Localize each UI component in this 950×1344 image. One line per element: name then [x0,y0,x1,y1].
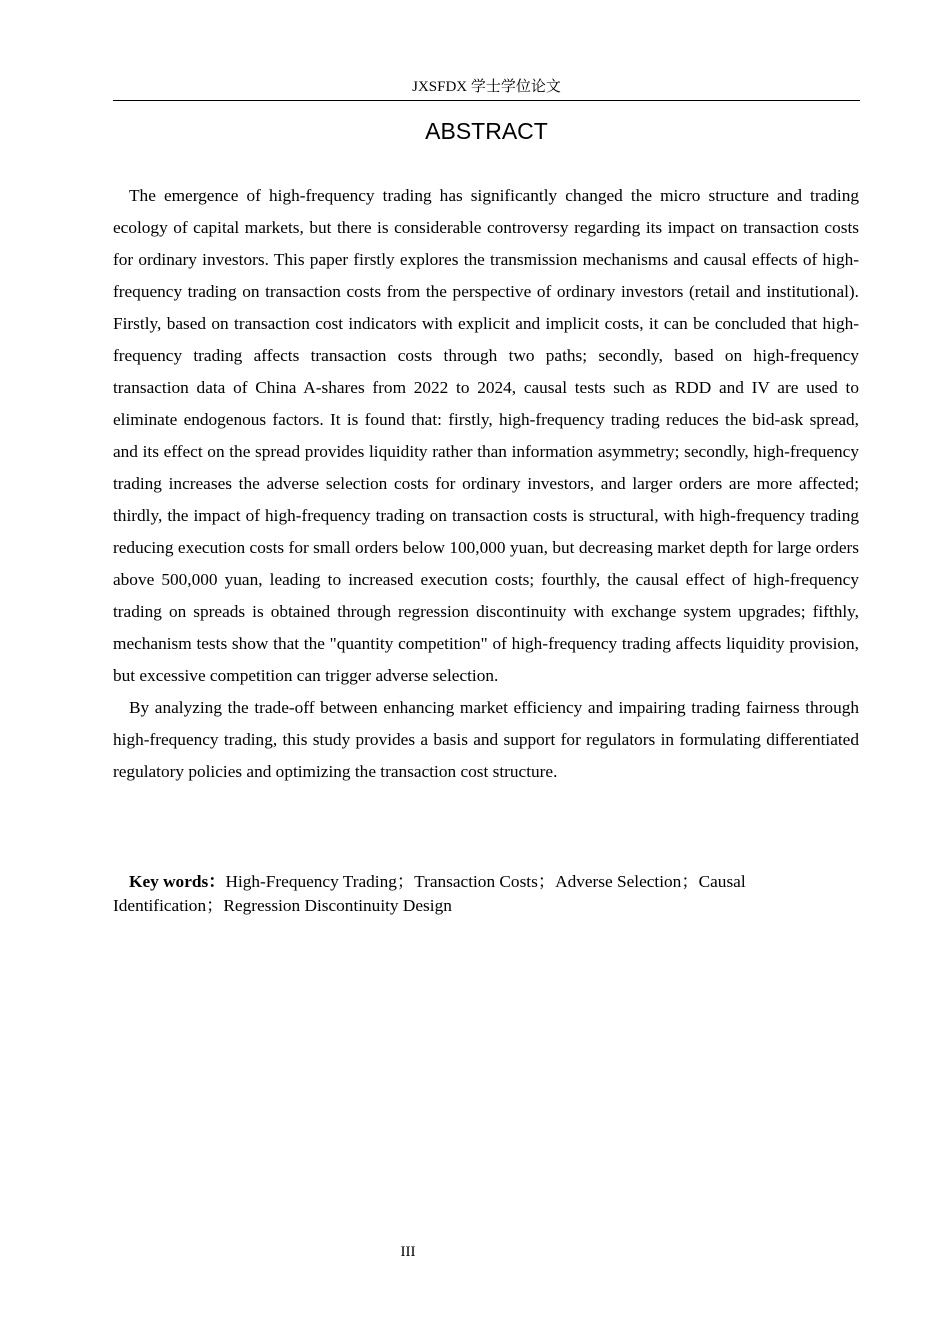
page-number: III [400,1244,416,1260]
page-title: ABSTRACT [425,118,548,144]
keywords-label: Key words： [129,872,226,891]
abstract-paragraph-2: By analyzing the trade-off between enhancing market efficiency and impairing trading fairness through high-frequency trading, this study provides a basis and support for regulators in formulating differentiated regulatory policies and optimizing the transaction cost structure. [113,698,859,781]
keywords-line [113,870,833,918]
keywords-text: High-Frequency Trading；Transaction Costs；Adverse Selection；Causal Identification；Regression Discontinuity Design [113,872,746,915]
running-header [113,76,860,101]
running-header-text: JXSFDX 学士学位论文 [412,79,561,95]
abstract-paragraph-1: The emergence of high-frequency trading has significantly changed the micro structure and trading ecology of capital markets, but there is considerable controversy regarding its impact on transaction costs for ordinary investors. This paper firstly explores the transmission mechanisms and causal effects of high-frequency trading on transaction costs from the perspective of ordinary investors (retail and institutional). Firstly, based on transaction cost indicators with explicit and implicit costs, it can be concluded that high-frequency trading affects transaction costs through two paths; secondly, based on high-frequency transaction data of China A-shares from 2022 to 2024, causal tests such as RDD and IV are used to eliminate endogenous factors. It is found that: firstly, high-frequency trading reduces the bid-ask spread, and its effect on the spread provides liquidity rather than information asymmetry; secondly, high-frequency trading increases the adverse selection costs for ordinary investors, and larger orders are more affected; thirdly, the impact of high-frequency trading on transaction costs is structural, with high-frequency trading reducing execution costs for small orders below 100,000 yuan, but decreasing market depth for large orders above 500,000 yuan, leading to increased execution costs; fourthly, the causal effect of high-frequency trading on spreads is obtained through regression discontinuity with exchange system upgrades; fifthly, mechanism tests show that the "quantity competition" of high-frequency trading affects liquidity provision, but excessive competition can trigger adverse selection. [113,186,859,685]
abstract-body [113,180,859,788]
